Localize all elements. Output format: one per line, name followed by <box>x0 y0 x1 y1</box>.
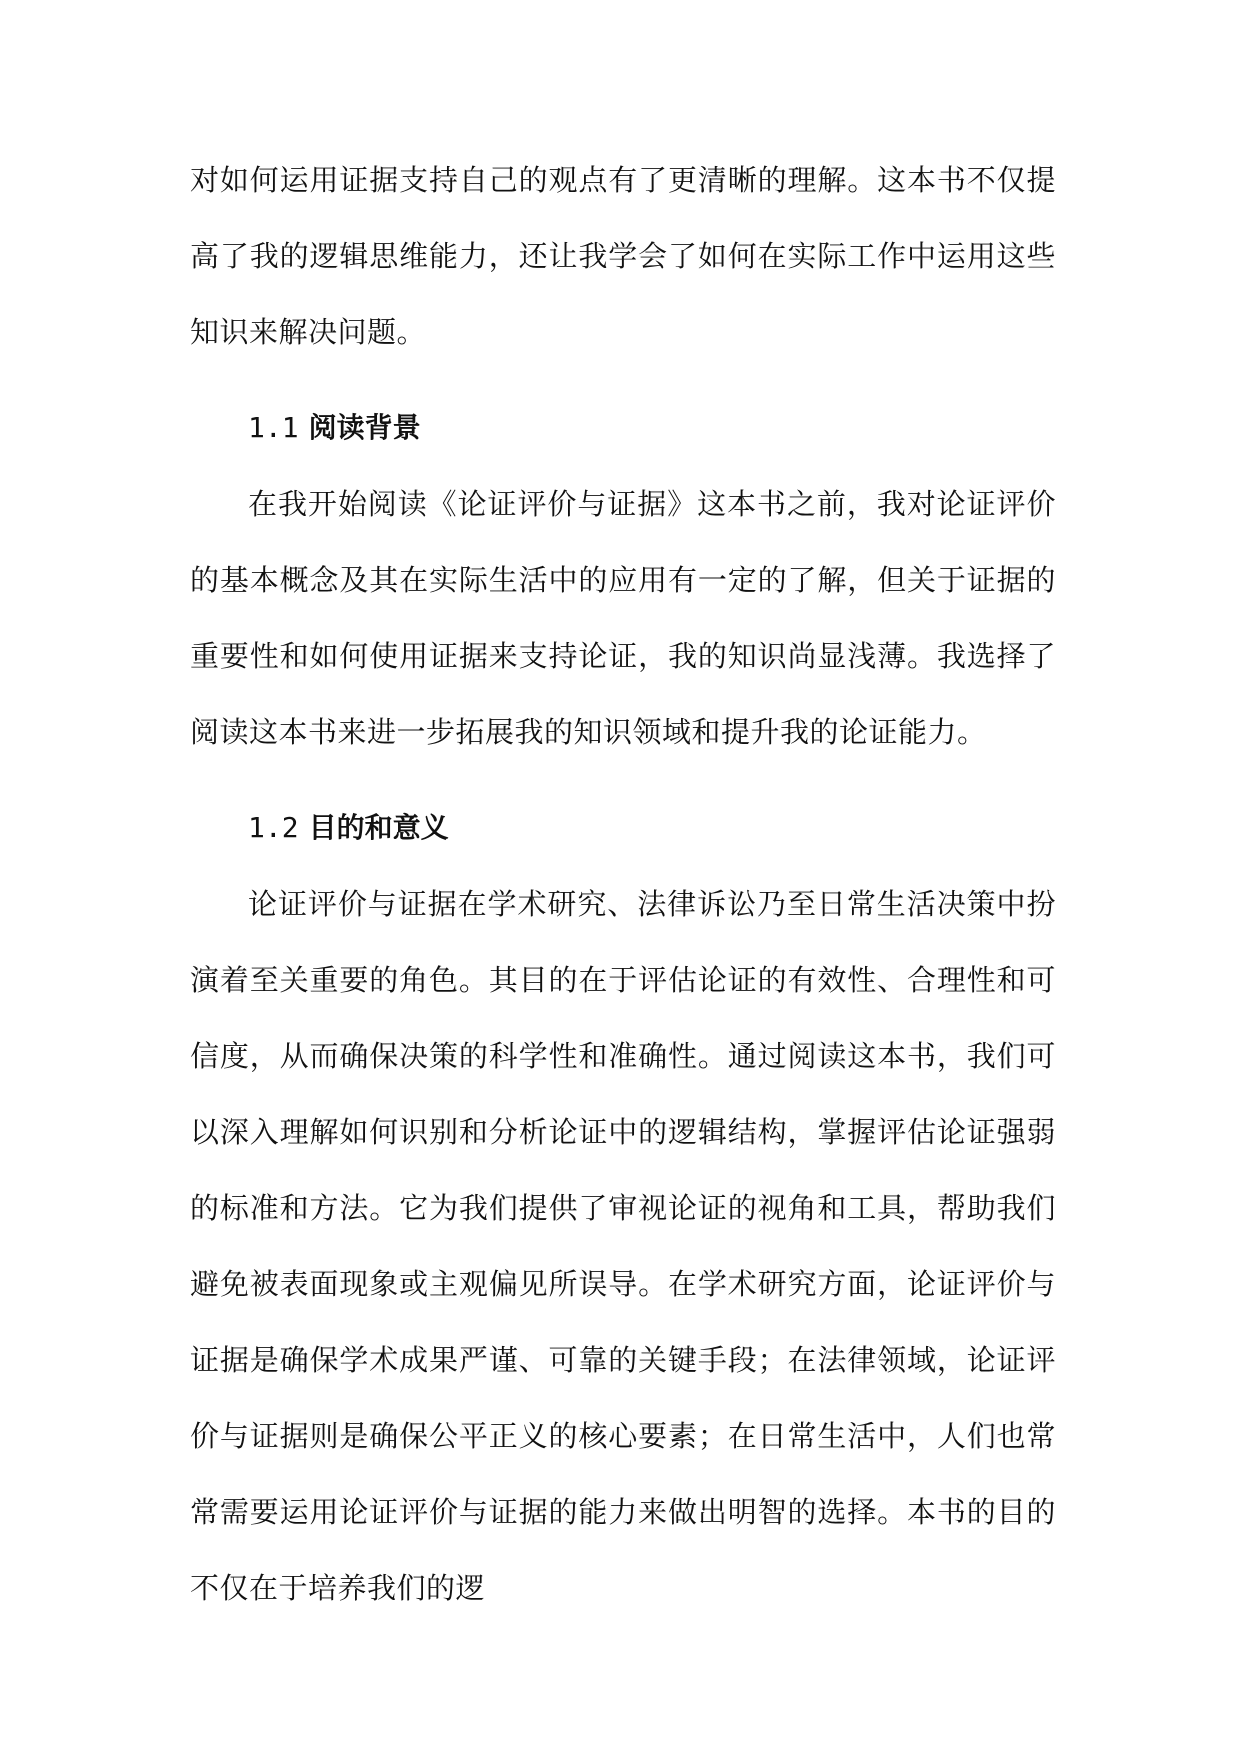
section-1-2-body: 论证评价与证据在学术研究、法律诉讼乃至日常生活决策中扮演着至关重要的角色。其目的在于评估论证的有效性、合理性和可信度，从而确保决策的科学性和准确性。通过阅读这本书，我们可以深入理解如何识别和分析论证中的逻辑结构，掌握评估论证强弱的标准和方法。它为我们提供了审视论证的视角和工具，帮助我们避免被表面现象或主观偏见所误导。在学术研究方面，论证评价与证据是确保学术成果严谨、可靠的关键手段；在法律领域，论证评价与证据则是确保公平正义的核心要素；在日常生活中，人们也常常需要运用论证评价与证据的能力来做出明智的选择。本书的目的不仅在于培养我们的逻 <box>190 887 1056 1605</box>
section-heading-1-1 <box>190 390 1056 466</box>
page-content <box>190 142 1056 1626</box>
spacer <box>190 770 1056 790</box>
section-number: 1.1 <box>248 411 299 444</box>
spacer <box>190 370 1056 390</box>
section-number: 1.2 <box>248 811 299 844</box>
section-title: 阅读背景 <box>308 411 421 444</box>
section-1-1-body: 在我开始阅读《论证评价与证据》这本书之前，我对论证评价的基本概念及其在实际生活中的应用有一定的了解，但关于证据的重要性和如何使用证据来支持论证，我的知识尚显浅薄。我选择了阅读这本书来进一步拓展我的知识领域和提升我的论证能力。 <box>190 487 1056 749</box>
section-heading-1-2 <box>190 790 1056 866</box>
section-title: 目的和意义 <box>308 811 449 844</box>
continuation-paragraph: 对如何运用证据支持自己的观点有了更清晰的理解。这本书不仅提高了我的逻辑思维能力，还让我学会了如何在实际工作中运用这些知识来解决问题。 <box>190 163 1056 349</box>
